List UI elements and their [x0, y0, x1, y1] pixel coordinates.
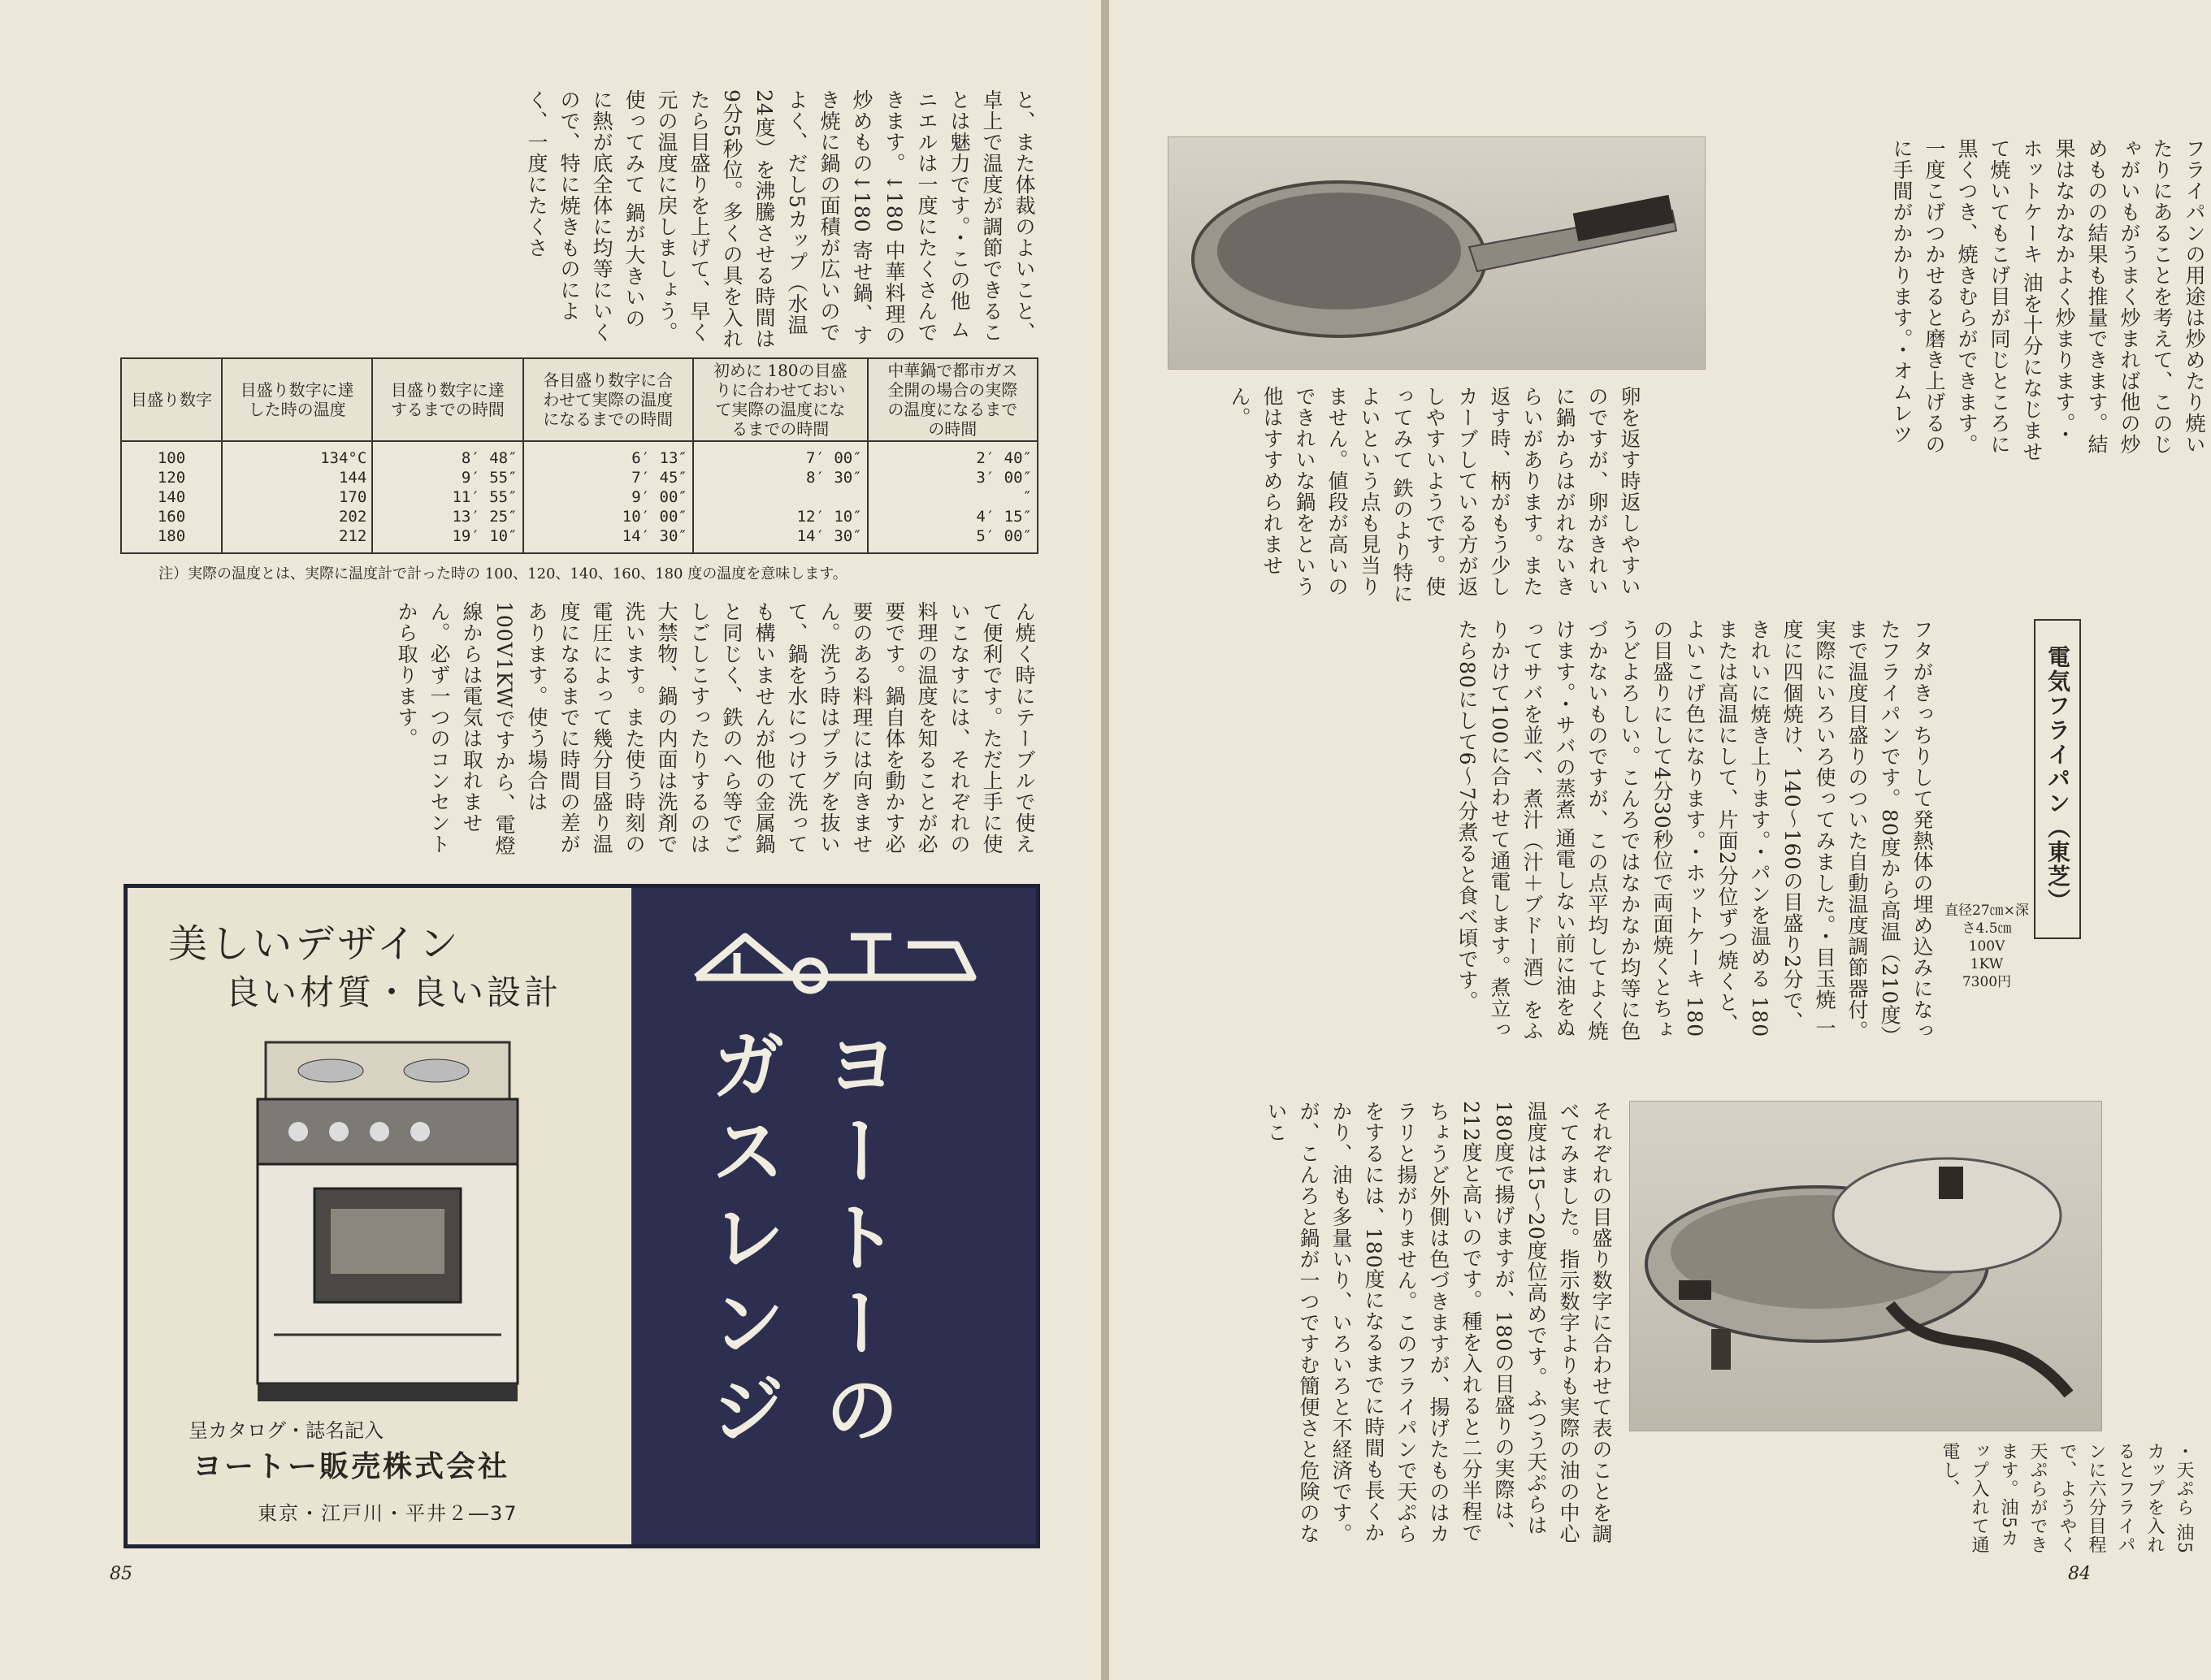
electric-pan-icon: [1630, 1102, 2101, 1431]
table-header: 各目盛り数字に合 わせて実際の温度 になるまでの時間: [523, 358, 693, 441]
frying-pan-photo: [1168, 136, 1706, 370]
ad-vertical-title-1: ヨートーの: [813, 1026, 900, 1457]
yoto-logo-icon: [680, 912, 989, 1002]
ad-right-panel: [631, 888, 1036, 1544]
ad-catalog-offer: 呈カタログ・誌名記入: [189, 1419, 384, 1442]
ad-headline: 美しいデザイン: [168, 921, 462, 967]
ad-left-panel: [128, 888, 631, 1544]
product-title-box: 電気フライパン（東芝）: [2034, 619, 2081, 939]
table-header: 目盛り数字: [121, 358, 222, 441]
right-mid-text: 卵を返す時返しやすいのですが、卵がきれいに鍋からはがれないきらいがあります。また返す時、柄がもう少しカーブしている方が返しやすいようです。使ってみて 鉄のより特によいという点も見当りません。値段が高いのできれいな鍋をという他はすすめられません。: [1228, 386, 1641, 604]
right-top-text: フライパンの用途は炒めたり焼いたりにあることを考えて、このじゃがいもがうまく炒まれば他の炒めものの結果も推量できます。結果はなかなかよく炒まります。・ホットケーキ 油を十分になじませて焼いてもこげ目が同じところに黒くつき、焼きむらができます。一度こげつかせると磨き上げるのに手間がかかります。・オムレツ: [1890, 138, 2206, 462]
right-corner-text: ・天ぷら 油5カップを入れるとフライパンに六分目程で、ようやく天ぷらができます。油5カップ入れて通電し、: [1940, 1442, 2194, 1554]
table-header-row: [121, 358, 1038, 441]
table-cell: 6′ 13″ 7′ 45″ 9′ 00″ 10′ 00″ 14′ 30″: [523, 441, 693, 553]
table-header: 目盛り数字に達 した時の温度: [222, 358, 372, 441]
table-cell: 8′ 48″ 9′ 55″ 11′ 55″ 13′ 25″ 19′ 10″: [372, 441, 522, 553]
right-page: [1109, 0, 2211, 1680]
table-cell: 2′ 40″ 3′ 00″ ″ 4′ 15″ 5′ 00″: [868, 441, 1038, 553]
left-page: [0, 0, 1103, 1680]
table-cell: 134°C 144 170 202 212: [222, 441, 372, 553]
ad-address: 東京・江戸川・平井２―37: [258, 1502, 518, 1525]
page-number: 85: [110, 1564, 132, 1584]
product-specs: [1942, 902, 2031, 991]
spec-power: 1KW: [1970, 956, 2004, 972]
advertisement: [124, 884, 1040, 1548]
ad-subheadline: 良い材質・良い設計: [225, 972, 562, 1012]
gas-range-illustration: [249, 1026, 526, 1408]
gutter: [1101, 0, 1109, 1680]
table-header: 目盛り数字に達 するまでの時間: [372, 358, 522, 441]
table-header: 中華鍋で都市ガス 全開の場合の実際 の温度になるまで の時間: [868, 358, 1038, 441]
left-top-text: と、また体裁のよいこと、卓上で温度が調節できることは魅力です。・この他 ムニエルは一度にたくさんできます。↓180 中華料理の炒めもの↓180 寄せ鍋、すき焼に鍋の面積が広いのでよく、だし5カップ（水温24度）を沸騰させる時間は9分5秒位。多くの具を入れたら目盛りを上げて、早く元の温度に戻しましょう。使ってみて 鍋が大きいのに熱が底全体に均等にいくので、特に焼きものによく、一度にたくさ: [525, 89, 1036, 349]
spec-price: 7300円: [1962, 974, 2012, 990]
spec-size: 直径27㎝×深さ4.5㎝: [1944, 903, 2029, 937]
ad-vertical-title-2: ガスレンジ: [699, 1026, 786, 1457]
right-bottom-text: それぞれの目盛り数字に合わせて表のことを調べてみました。指示数字よりも実際の油の中心温度は15〜20度位高めです。ふつう天ぷらは180度で揚げますが、180の目盛りの実際は、212度と高いのです。種を入れると二分半程でちょうど外側は色づきますが、揚げたものはカラリと揚がりません。このフライパンで天ぷらをするには、180度になるまでに時間も長くかかり、油も多量いり、いろいろと不経済です。が、こんろと鍋が一つですむ簡便さと危険のないこ: [1264, 1101, 1613, 1544]
table-header: 初めに 180の目盛 りに合わせておい て実際の温度にな るまでの時間: [693, 358, 868, 441]
table-row: [121, 441, 1038, 553]
table-note: 注）実際の温度とは、実際に温度計で計った時の 100、120、140、160、180 度の温度を意味します。: [158, 565, 848, 582]
table-cell: 100 120 140 160 180: [121, 441, 222, 553]
page-number: 84: [2068, 1564, 2091, 1584]
electric-pan-photo: [1629, 1101, 2102, 1431]
frying-pan-icon: [1168, 137, 1705, 369]
ad-company-name: ヨートー販売株式会社: [193, 1450, 510, 1483]
spec-voltage: 100V: [1968, 938, 2005, 955]
left-bottom-text: ん焼く時にテーブルで使えて便利です。ただ上手に使いこなすには、それぞれの料理の温度を知ることが必要です。鍋自体を動かす必要のある料理には向きません。洗う時はプラグを抜いて、鍋を水につけて洗っても構いませんが他の金属鍋と同じく、鉄のへら等でごしごしこすったりするのは大禁物、鍋の内面は洗剤で洗います。また使う時刻の電圧によって幾分目盛り温度になるまでに時間の差があります。使う場合は100V1KWですから、電燈線からは電気は取れません。必ず一つのコンセントから取ります。: [395, 601, 1036, 857]
table-cell: 7′ 00″ 8′ 30″ 12′ 10″ 14′ 30″: [693, 441, 868, 553]
right-column-text: フタがきっちりして発熱体の埋め込みになったフライパンです。80度から高温（210度）まで温度目盛りのついた自動温度調節器付。実際にいろいろ使ってみました。・目玉焼 一度に四個焼け、140〜160の目盛り2分で、きれいに焼き上ります。・パンを温める 180または高温にして、片面2分位ずつ焼くと、よいこげ色になります。・ホットケーキ 180の目盛りにして4分30秒位で両面焼くとちょうどよろしい。こんろではなかなか均等に色づかないものですが、この点平均してよく焼けます。・サバの蒸煮 通電しない前に油をぬってサバを並べ、煮汁（汁＋ブドー酒）をふりかけて100に合わせて通電します。煮立ったら80にして6〜7分煮ると食べ頃です。: [1455, 619, 1934, 1041]
temperature-table: [120, 357, 1038, 554]
